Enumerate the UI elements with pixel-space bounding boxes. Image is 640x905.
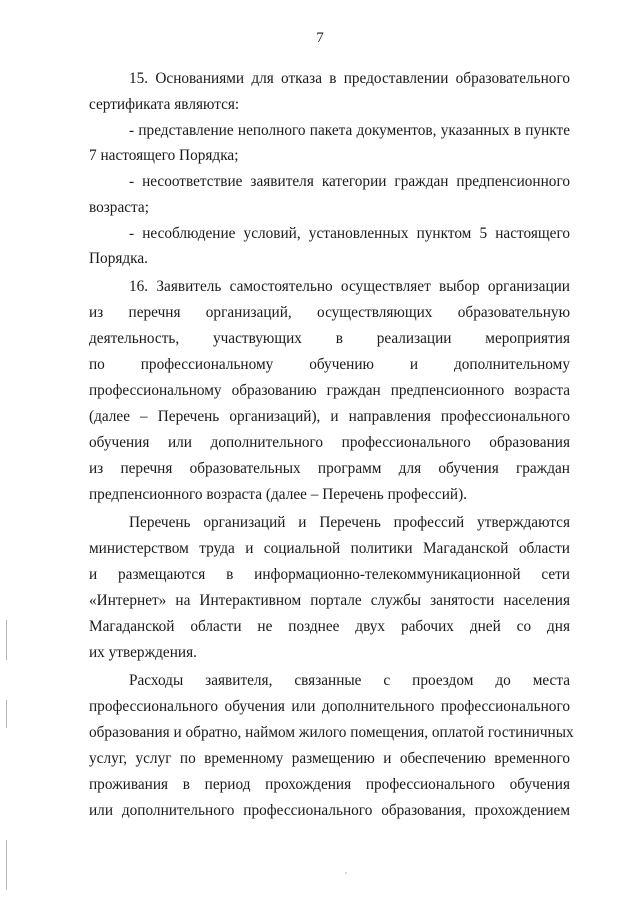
scan-artifact (6, 620, 7, 660)
paragraph-line: Расходы заявителя, связанные с проездом до места (129, 672, 570, 689)
list-item-line: Порядка. (89, 250, 148, 267)
list-item-line: 7 настоящего Порядка; (89, 147, 239, 164)
paragraph-line: «Интернет» на Интерактивном портале службы занятости населения (89, 592, 570, 609)
paragraph-line: Перечень организаций и Перечень профессий утверждаются (129, 514, 570, 531)
paragraph-line: из перечня образовательных программ для обучения граждан (89, 460, 570, 477)
paragraph-line: (далее – Перечень организаций), и направления профессионального (89, 408, 570, 425)
list-item-line: - несоответствие заявителя категории граждан предпенсионного (129, 173, 570, 190)
paragraph-line: 15. Основаниями для отказа в предоставлении образовательного (129, 70, 570, 87)
paragraph-line: предпенсионного возраста (далее – Перечень профессий). (89, 486, 468, 503)
paragraph-line: Магаданской области не позднее двух рабочих дней со дня (89, 618, 570, 635)
paragraph-line: профессиональному образованию граждан предпенсионного возраста (89, 382, 570, 399)
list-item-line: - несоблюдение условий, установленных пунктом 5 настоящего (129, 225, 570, 242)
page-number: 7 (316, 30, 324, 46)
paragraph-line: из перечня организаций, осуществляющих образовательную (89, 304, 570, 321)
paragraph-line: образования и обратно, наймом жилого помещения, оплатой гостиничных (89, 724, 574, 741)
paragraph-line: их утверждения. (89, 644, 197, 661)
paragraph-line: 16. Заявитель самостоятельно осуществляет выбор организации (129, 278, 570, 295)
paragraph-line: услуг, услуг по временному размещению и обеспечению временного (89, 750, 570, 767)
paragraph-line: профессионального обучения или дополнительного профессионального (89, 698, 570, 715)
paragraph-line: и размещаются в информационно-телекоммуникационной сети (89, 566, 570, 583)
paragraph-line: министерством труда и социальной политики Магаданской области (89, 540, 570, 557)
paragraph-line: сертификата являются: (89, 96, 240, 113)
paragraph-line: по профессиональному обучению и дополнительному (89, 356, 570, 373)
scan-artifact (345, 872, 347, 874)
list-item-line: - представление неполного пакета документов, указанных в пункте (129, 122, 570, 139)
scan-artifact (6, 840, 7, 890)
paragraph-line: проживания в период прохождения профессионального обучения (89, 776, 570, 793)
list-item-line: возраста; (89, 199, 149, 216)
scan-artifact (6, 700, 7, 728)
paragraph-line: деятельность, участвующих в реализации мероприятия (89, 330, 570, 347)
paragraph-line: обучения или дополнительного профессионального образования (89, 434, 570, 451)
paragraph-line: или дополнительного профессионального образования, прохождением (89, 802, 570, 819)
